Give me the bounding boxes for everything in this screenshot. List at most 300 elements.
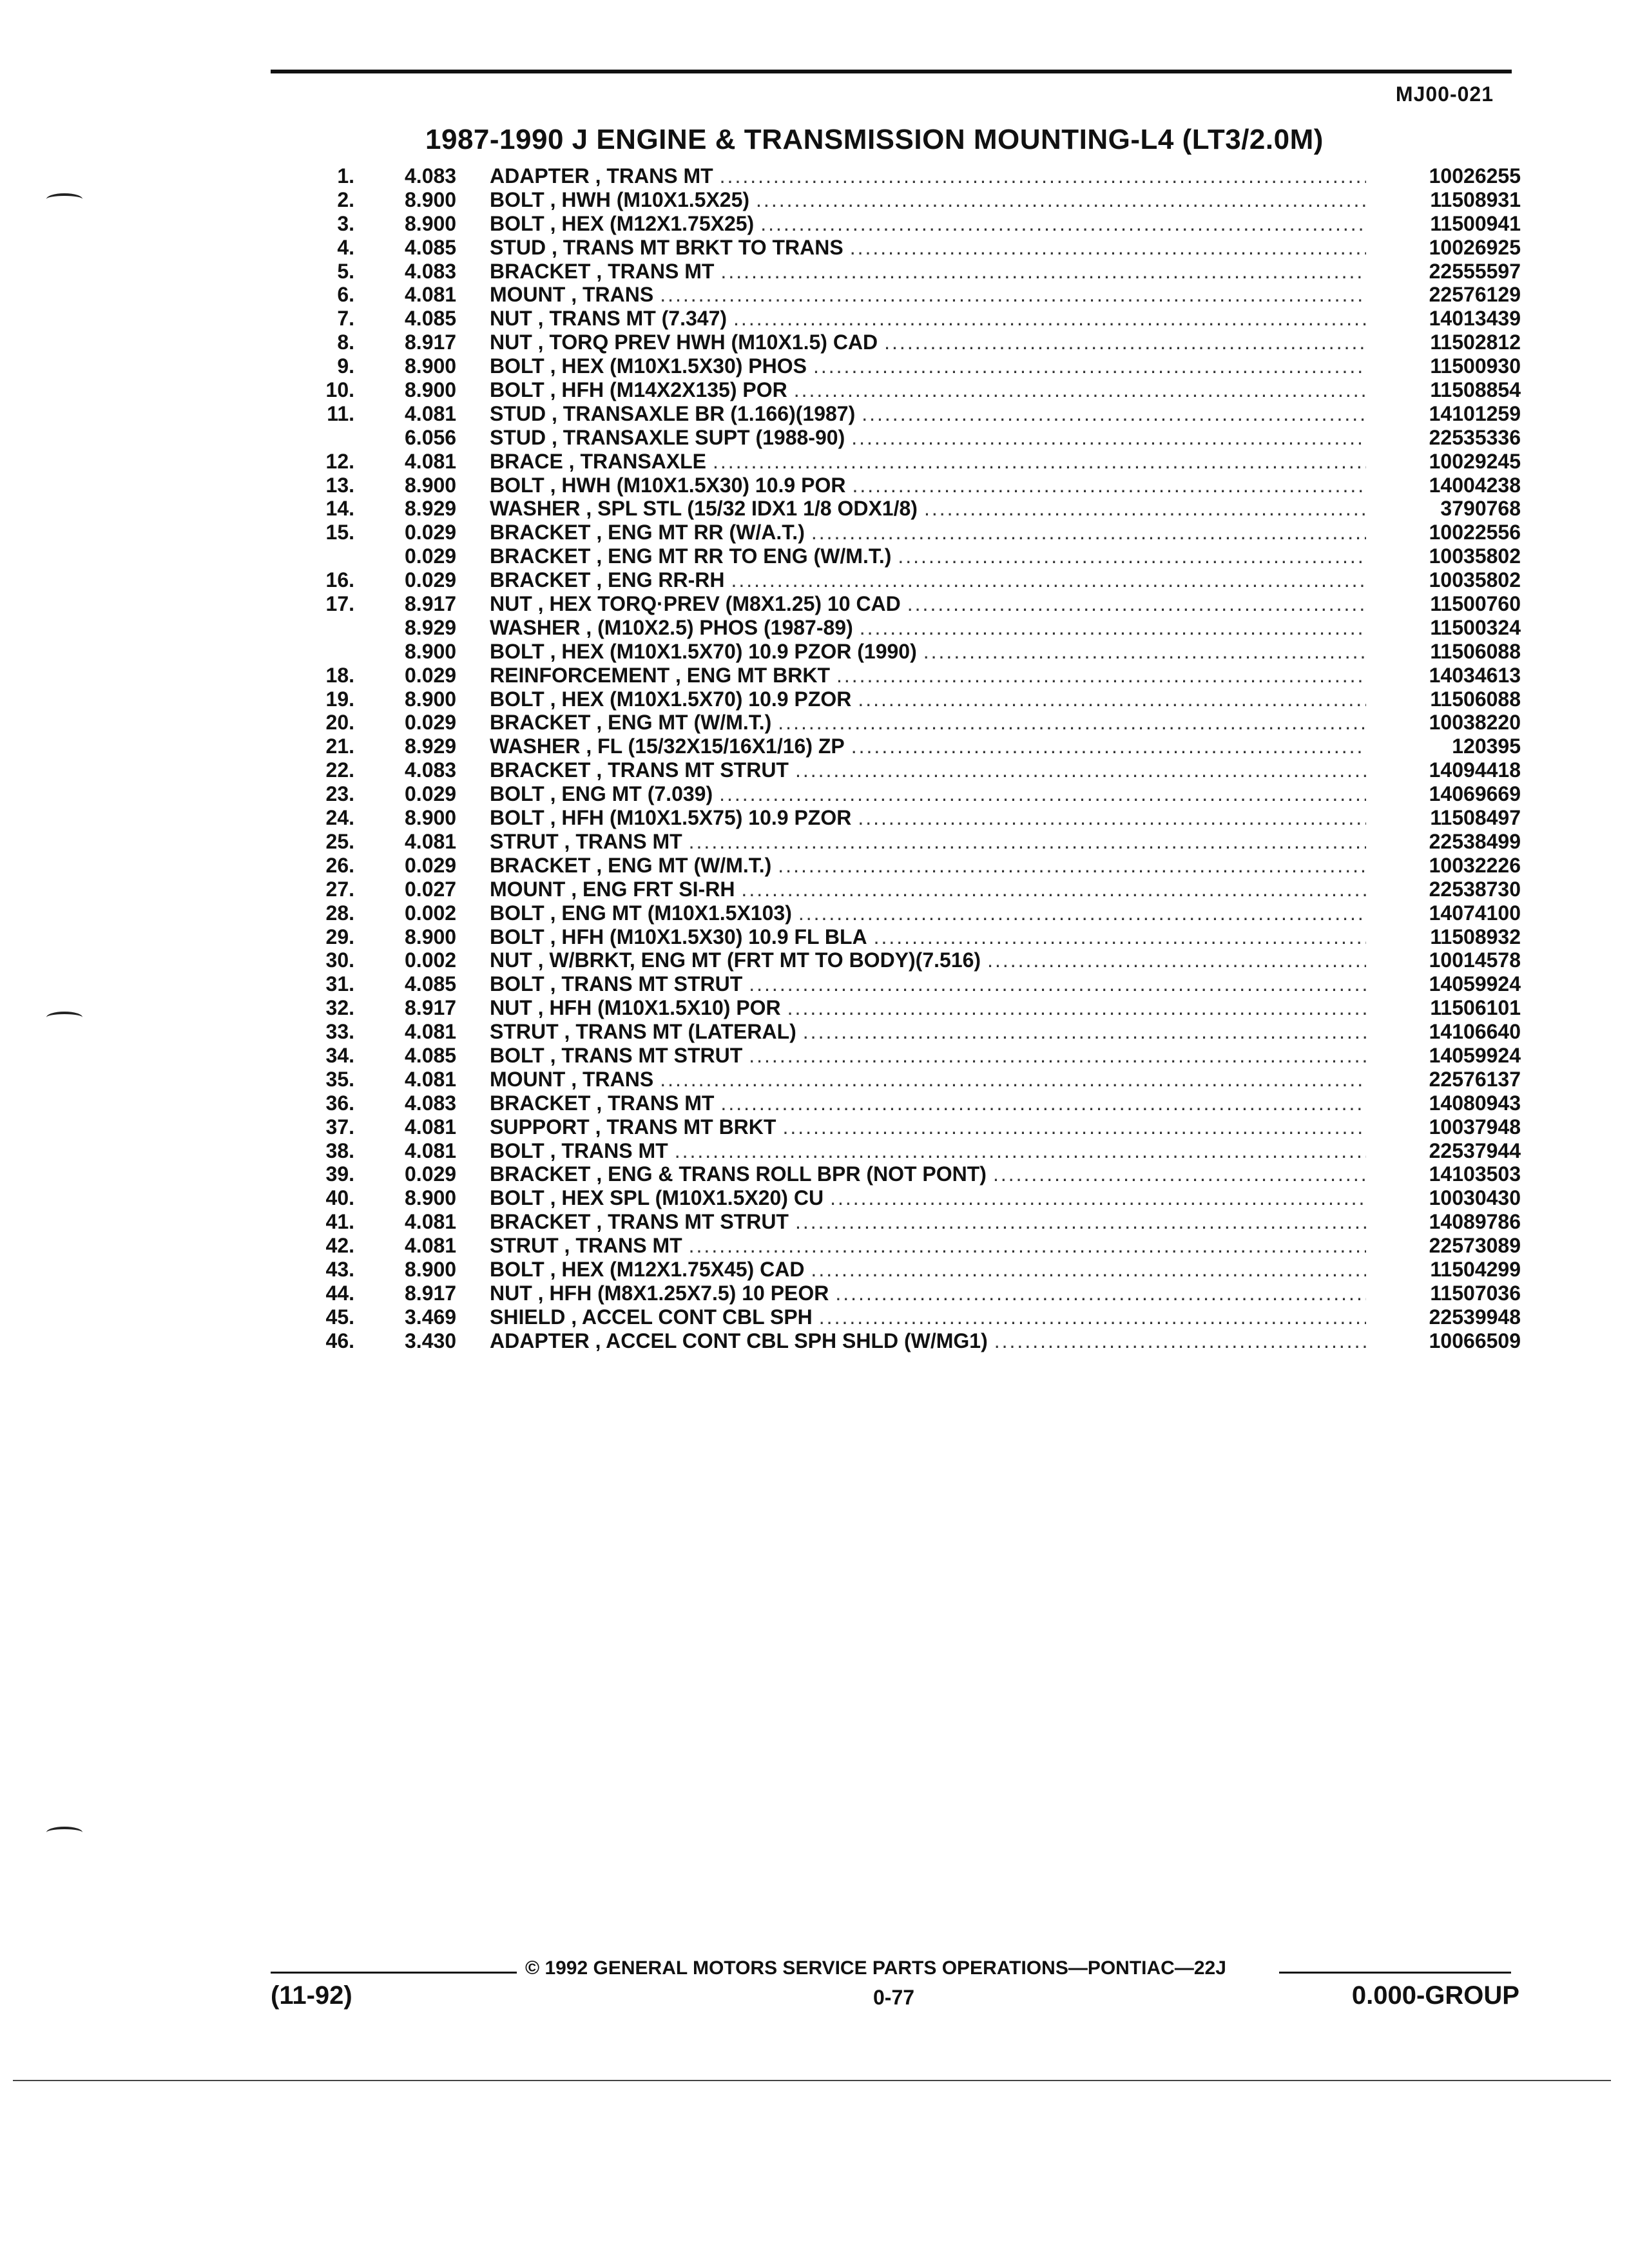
group-number: 8.929 [405, 615, 457, 639]
dot-leader [993, 1162, 1366, 1186]
part-name: BRACKET [490, 568, 591, 592]
part-spec: ACCEL CONT CBL SPH SHLD (W/MG1) [606, 1329, 988, 1352]
parts-row [296, 354, 1521, 378]
part-description: WASHER , FL (15/32X15/16X1/16) ZP ..... [490, 735, 1366, 758]
part-number: 11507036 [1430, 1281, 1521, 1305]
item-number: 23. [325, 782, 354, 806]
part-spec: HFH (M14X2X135) POR [561, 378, 787, 402]
parts-row [296, 948, 1521, 972]
part-description: BOLT , ENG MT (M10X1.5X103) ..... [490, 901, 1366, 925]
parts-row [296, 664, 1521, 687]
part-description: BOLT , TRANS MT ..... [490, 1139, 1366, 1163]
item-number: 30. [325, 948, 354, 972]
item-number: 27. [325, 877, 354, 901]
group-number: 0.029 [405, 782, 457, 806]
parts-row [296, 544, 1521, 568]
part-name: BRACE [490, 449, 563, 473]
parts-row [296, 592, 1521, 616]
item-number: 1. [337, 164, 354, 187]
part-spec: SPL STL (15/32 IDX1 1/8 ODX1/8) [597, 497, 918, 521]
parts-row [296, 1234, 1521, 1258]
dot-leader [836, 664, 1366, 687]
dot-leader [798, 901, 1366, 925]
group-number: 0.029 [405, 853, 457, 877]
parts-list [296, 164, 1521, 1353]
group-number: 4.081 [405, 1067, 457, 1091]
dot-leader [811, 521, 1366, 544]
part-description: NUT , TRANS MT (7.347) ..... [490, 307, 1366, 331]
dot-leader [733, 307, 1366, 331]
part-name: SHIELD [490, 1305, 566, 1329]
part-spec: TRANS MT [561, 1139, 668, 1162]
item-number: 16. [325, 568, 354, 592]
dot-leader [787, 996, 1366, 1020]
part-number: 11508931 [1430, 187, 1521, 211]
group-number: 0.029 [405, 663, 457, 687]
part-description: STRUT , TRANS MT ..... [490, 830, 1366, 854]
part-number: 11502812 [1430, 331, 1521, 354]
parts-row [296, 426, 1521, 450]
part-name: BOLT [490, 1043, 545, 1067]
page-number: 0-77 [873, 1986, 915, 2009]
part-name: MOUNT [490, 1067, 566, 1091]
part-number: 22538730 [1429, 877, 1521, 901]
group-number: 8.900 [405, 473, 457, 497]
part-number: 14004238 [1429, 473, 1521, 497]
group-number: 8.900 [405, 211, 457, 235]
part-description: ADAPTER , ACCEL CONT CBL SPH SHLD (W/MG1) ..... [490, 1329, 1366, 1353]
part-description: MOUNT , TRANS ..... [490, 1068, 1366, 1091]
footer-rule-right [1279, 1972, 1511, 1974]
part-number: 22537944 [1429, 1139, 1521, 1162]
part-name: BOLT [490, 806, 545, 830]
group-number: 3.430 [405, 1329, 457, 1352]
part-spec: HWH (M10X1.5X25) [561, 187, 750, 211]
group-number: 0.029 [405, 711, 457, 735]
part-description: BRACKET , ENG & TRANS ROLL BPR (NOT PONT) ..... [490, 1162, 1366, 1186]
part-number: 14101259 [1429, 401, 1521, 425]
item-number: 3. [337, 211, 354, 235]
part-description: BOLT , TRANS MT STRUT ..... [490, 1044, 1366, 1068]
group-number: 4.081 [405, 283, 457, 307]
part-number: 10035802 [1429, 544, 1521, 568]
group-number: 4.085 [405, 972, 457, 996]
part-number: 14089786 [1429, 1210, 1521, 1234]
group-number: 8.917 [405, 592, 457, 616]
parts-row [296, 806, 1521, 830]
part-spec: TRANSAXLE [580, 449, 707, 473]
part-spec: ENG MT (7.039) [561, 782, 713, 806]
part-name: STUD [490, 235, 546, 259]
part-name: MOUNT [490, 283, 566, 307]
parts-row [296, 497, 1521, 521]
item-number: 10. [325, 378, 354, 402]
parts-row [296, 188, 1521, 212]
part-spec: W/BRKT, ENG MT (FRT MT TO BODY)(7.516) [549, 948, 981, 972]
item-number: 43. [325, 1257, 354, 1281]
part-description: ADAPTER , TRANS MT ..... [490, 164, 1366, 188]
part-description: NUT , HEX TORQ·PREV (M8X1.25) 10 CAD ..... [490, 592, 1366, 616]
part-number: 11500930 [1430, 354, 1521, 378]
part-description: STRUT , TRANS MT (LATERAL) ..... [490, 1020, 1366, 1044]
part-number: 14069669 [1429, 782, 1521, 806]
item-number: 4. [337, 235, 354, 259]
item-number: 41. [325, 1210, 354, 1234]
item-number: 44. [325, 1281, 354, 1305]
part-description: BOLT , HFH (M10X1.5X75) 10.9 PZOR ..... [490, 806, 1366, 830]
part-name: NUT [490, 1281, 532, 1305]
parts-row [296, 640, 1521, 664]
part-name: BOLT [490, 972, 545, 996]
parts-row [296, 1210, 1521, 1234]
part-description: BOLT , HEX (M10X1.5X30) PHOS ..... [490, 354, 1366, 378]
part-number: 11506101 [1430, 996, 1521, 1020]
part-name: BOLT [490, 901, 545, 925]
part-spec: TRANS MT BRKT [606, 1115, 776, 1139]
part-number: 10032226 [1429, 853, 1521, 877]
part-number: 14059924 [1429, 972, 1521, 996]
part-spec: TRANSAXLE BR (1.166)(1987) [563, 401, 856, 425]
dot-leader [719, 782, 1366, 806]
part-spec: ENG & TRANS ROLL BPR (NOT PONT) [608, 1162, 987, 1186]
parts-row [296, 307, 1521, 331]
item-number: 28. [325, 901, 354, 925]
dot-leader [794, 378, 1366, 402]
part-spec: TRANS MT STRUT [561, 972, 743, 996]
parts-row [296, 521, 1521, 544]
part-number: 10030430 [1429, 1186, 1521, 1210]
item-number: 26. [325, 853, 354, 877]
dot-leader [860, 616, 1366, 640]
part-name: STUD [490, 425, 546, 449]
part-name: BOLT [490, 687, 545, 711]
part-name: NUT [490, 331, 532, 354]
part-spec: TRANS MT STRUT [561, 1043, 743, 1067]
part-description: BOLT , HFH (M10X1.5X30) 10.9 FL BLA ..... [490, 925, 1366, 949]
item-number: 25. [325, 829, 354, 853]
part-spec: TRANSAXLE SUPT (1988-90) [563, 425, 845, 449]
item-number: 40. [325, 1186, 354, 1210]
dot-leader [851, 426, 1366, 450]
group-number: 8.900 [405, 1186, 457, 1210]
item-number: 14. [325, 497, 354, 521]
item-number: 31. [325, 972, 354, 996]
group-number: 0.029 [405, 568, 457, 592]
item-number: 12. [325, 449, 354, 473]
part-name: NUT [490, 996, 532, 1020]
part-name: NUT [490, 307, 532, 331]
dot-leader [907, 592, 1366, 616]
dot-leader [778, 711, 1366, 735]
part-number: 14080943 [1429, 1091, 1521, 1115]
part-name: BRACKET [490, 853, 591, 877]
part-name: NUT [490, 948, 532, 972]
group-number: 0.029 [405, 544, 457, 568]
part-spec: TORQ PREV HWH (M10X1.5) CAD [549, 331, 878, 354]
part-spec: HEX (M10X1.5X70) 10.9 PZOR [561, 687, 852, 711]
part-number: 10038220 [1429, 711, 1521, 735]
part-description: NUT , W/BRKT, ENG MT (FRT MT TO BODY)(7.516) ..... [490, 948, 1366, 972]
part-description: REINFORCEMENT , ENG MT BRKT ..... [490, 664, 1366, 687]
part-spec: ACCEL CONT CBL SPH [581, 1305, 813, 1329]
item-number: 29. [325, 925, 354, 948]
part-description: BOLT , HWH (M10X1.5X30) 10.9 POR ..... [490, 474, 1366, 497]
dot-leader [795, 1210, 1366, 1234]
part-number: 10029245 [1429, 449, 1521, 473]
part-description: BRACKET , TRANS MT STRUT ..... [490, 1210, 1366, 1234]
parts-row [296, 1044, 1521, 1068]
parts-row [296, 283, 1521, 307]
part-number: 10066509 [1429, 1329, 1521, 1352]
dot-leader [803, 1020, 1366, 1044]
part-spec: ENG FRT SI-RH [582, 877, 735, 901]
item-number: 9. [337, 354, 354, 378]
part-description: BOLT , HEX SPL (M10X1.5X20) CU ..... [490, 1186, 1366, 1210]
part-spec: ENG MT BRKT [686, 663, 830, 687]
parts-row [296, 616, 1521, 640]
group-number: 0.027 [405, 877, 457, 901]
part-description: BRACKET , ENG RR-RH ..... [490, 568, 1366, 592]
part-spec: HEX (M10X1.5X30) PHOS [561, 354, 807, 378]
parts-row [296, 830, 1521, 854]
part-number: 10022556 [1429, 521, 1521, 544]
part-name: STUD [490, 401, 546, 425]
parts-row [296, 378, 1521, 402]
part-spec: HFH (M10X1.5X75) 10.9 PZOR [561, 806, 852, 830]
group-number: 4.081 [405, 449, 457, 473]
part-spec: HWH (M10X1.5X30) 10.9 POR [561, 473, 846, 497]
item-number: 21. [325, 735, 354, 758]
part-number: 11506088 [1430, 687, 1521, 711]
part-spec: ENG RR-RH [608, 568, 725, 592]
parts-row [296, 782, 1521, 806]
part-name: NUT [490, 592, 532, 616]
parts-row [296, 1186, 1521, 1210]
group-code: 0.000-GROUP [1351, 1981, 1519, 2010]
part-description: BOLT , HEX (M12X1.75X45) CAD ..... [490, 1258, 1366, 1282]
part-description: BOLT , HEX (M12X1.75X25) ..... [490, 212, 1366, 236]
group-number: 8.917 [405, 996, 457, 1020]
dot-leader [720, 1091, 1366, 1115]
parts-row [296, 331, 1521, 354]
part-description: BOLT , HWH (M10X1.5X25) ..... [490, 188, 1366, 212]
dot-leader [675, 1139, 1366, 1163]
dot-leader [874, 925, 1366, 949]
part-description: BRACKET , ENG MT RR (W/A.T.) ..... [490, 521, 1366, 544]
part-spec: TRANS MT [608, 1091, 715, 1115]
dot-leader [924, 497, 1366, 521]
part-number: 11506088 [1430, 639, 1521, 663]
dot-leader [850, 236, 1366, 260]
item-number: 34. [325, 1043, 354, 1067]
part-spec: TRANS MT [575, 829, 682, 853]
part-number: 22555597 [1429, 259, 1521, 283]
item-number: 7. [337, 307, 354, 331]
part-spec: HFH (M10X1.5X10) POR [549, 996, 781, 1020]
part-spec: HEX (M10X1.5X70) 10.9 PZOR (1990) [561, 639, 917, 663]
dot-leader [819, 1305, 1366, 1329]
parts-row [296, 735, 1521, 758]
part-spec: ENG MT (M10X1.5X103) [561, 901, 792, 925]
item-number: 8. [337, 331, 354, 354]
dot-leader [720, 260, 1366, 284]
group-number: 4.083 [405, 758, 457, 782]
item-number: 46. [325, 1329, 354, 1352]
item-number: 42. [325, 1234, 354, 1258]
part-description: BRACKET , ENG MT (W/M.T.) ..... [490, 854, 1366, 878]
part-description: SUPPORT , TRANS MT BRKT ..... [490, 1115, 1366, 1139]
part-spec: TRANS MT [608, 259, 715, 283]
part-number: 14059924 [1429, 1043, 1521, 1067]
part-name: BOLT [490, 1186, 545, 1210]
part-description: WASHER , SPL STL (15/32 IDX1 1/8 ODX1/8) ..... [490, 497, 1366, 521]
part-name: SUPPORT [490, 1115, 590, 1139]
part-name: BRACKET [490, 259, 591, 283]
group-number: 8.900 [405, 687, 457, 711]
part-description: BRACKET , TRANS MT ..... [490, 260, 1366, 284]
group-number: 6.056 [405, 425, 457, 449]
part-description: STRUT , TRANS MT ..... [490, 1234, 1366, 1258]
margin-mark [46, 1827, 82, 1838]
part-name: BOLT [490, 473, 545, 497]
part-spec: ENG MT RR TO ENG (W/M.T.) [608, 544, 892, 568]
part-number: 14013439 [1429, 307, 1521, 331]
part-name: BOLT [490, 378, 545, 402]
dot-leader [713, 450, 1366, 474]
dot-leader [858, 806, 1366, 830]
part-number: 22538499 [1429, 829, 1521, 853]
part-number: 14094418 [1429, 758, 1521, 782]
dot-leader [741, 878, 1366, 901]
part-description: BRACE , TRANSAXLE ..... [490, 450, 1366, 474]
part-number: 22535336 [1429, 425, 1521, 449]
dot-leader [898, 544, 1366, 568]
parts-row [296, 1139, 1521, 1163]
part-name: STRUT [490, 829, 559, 853]
parts-row [296, 212, 1521, 236]
part-name: BRACKET [490, 1210, 591, 1234]
part-name: BRACKET [490, 1091, 591, 1115]
dot-leader [689, 830, 1366, 854]
part-name: BRACKET [490, 711, 591, 735]
part-spec: TRANS [582, 283, 654, 307]
group-number: 0.029 [405, 521, 457, 544]
group-number: 0.002 [405, 901, 457, 925]
dot-leader [660, 283, 1366, 307]
part-name: MOUNT [490, 877, 566, 901]
group-number: 8.917 [405, 1281, 457, 1305]
item-number: 22. [325, 758, 354, 782]
part-spec: TRANS MT STRUT [608, 1210, 789, 1234]
group-number: 4.083 [405, 259, 457, 283]
group-number: 4.085 [405, 307, 457, 331]
part-name: BRACKET [490, 521, 591, 544]
part-number: 11504299 [1430, 1257, 1521, 1281]
group-number: 8.900 [405, 639, 457, 663]
parts-row [296, 996, 1521, 1020]
group-number: 8.917 [405, 331, 457, 354]
group-number: 8.929 [405, 497, 457, 521]
item-number: 20. [325, 711, 354, 735]
dot-leader [782, 1115, 1366, 1139]
dot-leader [858, 687, 1366, 711]
parts-row [296, 854, 1521, 878]
parts-row [296, 1091, 1521, 1115]
parts-row [296, 1329, 1521, 1353]
part-spec: HEX (M12X1.75X45) CAD [561, 1257, 805, 1281]
item-number: 45. [325, 1305, 354, 1329]
item-number: 35. [325, 1067, 354, 1091]
part-name: STRUT [490, 1234, 559, 1258]
item-number: 5. [337, 259, 354, 283]
part-name: STRUT [490, 1020, 559, 1044]
part-spec: TRANS MT BRKT TO TRANS [563, 235, 843, 259]
group-number: 4.081 [405, 401, 457, 425]
top-rule [271, 70, 1512, 73]
part-number: 22576137 [1429, 1067, 1521, 1091]
item-number: 17. [325, 592, 354, 616]
dot-leader [994, 1329, 1366, 1353]
group-number: 0.002 [405, 948, 457, 972]
group-number: 4.081 [405, 1020, 457, 1044]
dot-leader [660, 1068, 1366, 1091]
group-number: 4.081 [405, 829, 457, 853]
parts-row [296, 474, 1521, 497]
part-description: NUT , HFH (M10X1.5X10) POR ..... [490, 996, 1366, 1020]
dot-leader [795, 758, 1366, 782]
part-name: BOLT [490, 1257, 545, 1281]
part-number: 11500760 [1430, 592, 1521, 616]
parts-row [296, 236, 1521, 260]
part-number: 22576129 [1429, 283, 1521, 307]
part-description: MOUNT , ENG FRT SI-RH ..... [490, 878, 1366, 901]
item-number: 18. [325, 663, 354, 687]
parts-row [296, 1282, 1521, 1305]
parts-row [296, 1162, 1521, 1186]
part-spec: TRANS MT STRUT [608, 758, 789, 782]
part-name: WASHER [490, 735, 581, 758]
dot-leader [987, 948, 1366, 972]
dot-leader [749, 1044, 1366, 1068]
item-number: 2. [337, 187, 354, 211]
part-name: WASHER [490, 497, 581, 521]
margin-mark [46, 193, 82, 205]
parts-row [296, 450, 1521, 474]
part-number: 3790768 [1440, 497, 1521, 521]
dot-leader [923, 640, 1366, 664]
parts-row [296, 164, 1521, 188]
part-description: BOLT , HFH (M14X2X135) POR ..... [490, 378, 1366, 402]
part-spec: TRANS [582, 1067, 654, 1091]
item-number: 33. [325, 1020, 354, 1044]
dot-leader [689, 1234, 1366, 1258]
part-number: 10035802 [1429, 568, 1521, 592]
part-number: 11508497 [1430, 806, 1521, 830]
dot-leader [760, 212, 1366, 236]
part-description: STUD , TRANS MT BRKT TO TRANS ..... [490, 236, 1366, 260]
part-spec: TRANS MT (LATERAL) [575, 1020, 796, 1044]
part-name: BRACKET [490, 1162, 591, 1186]
part-name: BOLT [490, 782, 545, 806]
bottom-rule [13, 2080, 1611, 2081]
part-spec: HFH (M10X1.5X30) 10.9 FL BLA [561, 925, 867, 948]
item-number: 6. [337, 283, 354, 307]
copyright-notice: © 1992 GENERAL MOTORS SERVICE PARTS OPERATIONS—PONTIAC—22J [525, 1957, 1226, 1979]
item-number: 11. [327, 401, 354, 425]
part-number: 22539948 [1429, 1305, 1521, 1329]
part-number: 11508854 [1430, 378, 1521, 402]
parts-row [296, 758, 1521, 782]
